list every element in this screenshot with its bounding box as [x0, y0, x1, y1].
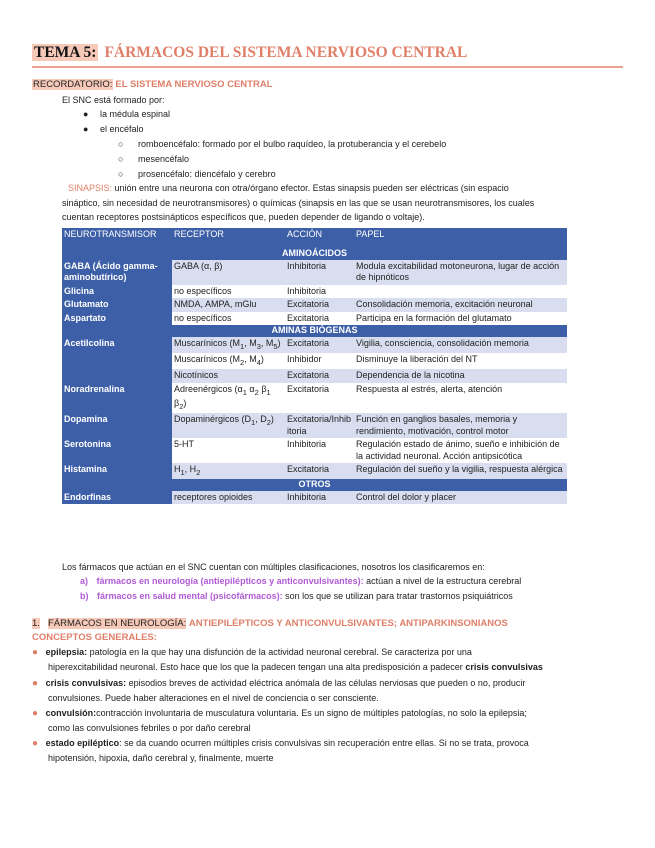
rec-nicotinicos: Nicotínicos: [172, 369, 285, 383]
acc-histamina: Excitatoria: [285, 463, 354, 479]
nt-serotonina: Serotonina: [62, 438, 172, 463]
conceptos-heading: CONCEPTOS GENERALES:: [32, 632, 157, 643]
clasif-b-letter: b): [80, 591, 89, 601]
term-crisis: crisis convulsivas:: [45, 678, 127, 688]
papel-glutamato: Consolidación memoria, excitación neuronal: [354, 298, 567, 312]
papel-acetil1: Vigilia, consciencia, consolidación memoria: [354, 337, 567, 353]
acc-endorfinas: Inhibitoria: [285, 491, 354, 505]
acc-gaba: Inhibitoria: [285, 260, 354, 285]
acc-glicina: Inhibitoria: [285, 285, 354, 299]
acc-noradrenalina: Excitatoria: [285, 383, 354, 414]
table-row: [62, 438, 567, 463]
bullet-dot: ●: [83, 109, 89, 119]
papel-acetil2: Disminuye la liberación del NT: [354, 353, 567, 369]
acc-acetil3: Excitatoria: [285, 369, 354, 383]
table-row: [62, 298, 567, 312]
table-row: [62, 413, 567, 438]
rec-gaba: GABA (α, β): [172, 260, 285, 285]
snc-item: la médula espinal: [100, 109, 171, 119]
table-row: [62, 463, 567, 479]
acc-acetil1: Excitatoria: [285, 337, 354, 353]
rec-serotonina: 5-HT: [172, 438, 285, 463]
crisis-bold: crisis convulsivas: [465, 662, 543, 672]
table-row: [62, 337, 567, 353]
clasif-a-letter: a): [80, 576, 89, 586]
clasif-a-label: fármacos en neurología (antiepilépticos y anticonvulsivantes):: [96, 576, 364, 586]
def-convulsion-2: como las convulsiones febriles o por daño cerebral: [48, 723, 251, 733]
sinapsis-line1: [68, 182, 509, 194]
bullet-circle: ○: [118, 154, 124, 164]
bullet-dot: ●: [32, 647, 39, 658]
def-crisis-1: episodios breves de actividad eléctrica anómala de las células nerviosas que pueden o no, producir: [128, 678, 526, 688]
nt-noradrenalina: Noradrenalina: [62, 383, 172, 414]
section1-title: ANTIEPILÉPTICOS Y ANTICONVULSIVANTES; ANTIPARKINSONIANOS: [188, 618, 508, 629]
rec-endorfinas: receptores opioides: [172, 491, 285, 505]
sinapsis-line2: sináptico, sin necesidad de neurotransmisores) o químicas (sinapsis en las que se usan neurotransmisores, los cuales: [62, 198, 535, 208]
acc-dopamina: Excitatoria/Inhibitoria: [285, 413, 354, 438]
term-estado: estado epiléptico: [45, 738, 120, 748]
term-convulsion: convulsión:: [45, 708, 97, 718]
clasif-b-text: son los que se utilizan para tratar trastornos psiquiátricos: [285, 591, 513, 601]
section-aminas: AMINAS BIÓGENAS: [62, 325, 567, 337]
def-epilepsia-2: hiperexcitabilidad neuronal. Esto hace que los que la padecen tengan una alta predisposición a padecer: [48, 662, 463, 672]
recordatorio-heading: [32, 79, 272, 90]
rec-aspartato: no específicos: [172, 312, 285, 326]
section1-heading: [32, 618, 508, 629]
page-title: [32, 44, 467, 62]
def-estado-2: hipotensión, hipoxia, daño cerebral y, finalmente, muerte: [48, 753, 274, 763]
concepto-crisis: [32, 677, 525, 690]
encefalo-item: romboencéfalo: formado por el bulbo raquídeo, la protuberancia y el cerebelo: [138, 139, 447, 149]
acc-aspartato: Excitatoria: [285, 312, 354, 326]
bullet-dot: ●: [32, 708, 39, 719]
recordatorio-title: EL SISTEMA NERVIOSO CENTRAL: [115, 79, 273, 90]
bullet-circle: ○: [118, 139, 124, 149]
section1-num: 1.: [32, 618, 40, 629]
rec-glicina: no específicos: [172, 285, 285, 299]
snc-item: el encéfalo: [100, 124, 144, 134]
papel-gaba: Modula excitabilidad motoneurona, lugar de acción de hipnóticos: [354, 260, 567, 285]
rec-histamina: $H_1$, $H_2$: [172, 463, 285, 479]
nt-histamina: Histamina: [62, 463, 172, 479]
table-header: ACCIÓN: [285, 228, 354, 248]
concepto-estado: [32, 737, 529, 750]
nt-dopamina: Dopamina: [62, 413, 172, 438]
tema-label: TEMA 5:: [34, 44, 97, 61]
table-header: PAPEL: [354, 228, 567, 248]
def-convulsion-1: contracción involuntaria de musculatura voluntaria. Es un signo de múltiples patologías, no solo la epilepsia;: [96, 708, 527, 718]
recordatorio-label: RECORDATORIO:: [33, 79, 113, 90]
concepto-epilepsia-l2: [48, 661, 543, 673]
def-estado-1: : se da cuando ocurren múltiples crisis convulsivas sin recuperación entre ellas. Si no se trata, provoca: [119, 738, 529, 748]
nt-acetilcolina: Acetilcolina: [62, 337, 172, 383]
clasif-b: [80, 590, 513, 602]
table-header-row: [62, 228, 567, 248]
papel-aspartato: Participa en la formación del glutamato: [354, 312, 567, 326]
papel-histamina: Regulación del sueño y la vigilia, respuesta alérgica: [354, 463, 567, 479]
nt-aspartato: Aspartato: [62, 312, 172, 326]
table-row: [62, 312, 567, 326]
acc-acetil2: Inhibidor: [285, 353, 354, 369]
rec-muscarinicos-2: Muscarínicos ($M_2$, $M_4$): [172, 353, 285, 369]
table-row: [62, 260, 567, 285]
clasif-b-label: fármacos en salud mental (psicofármacos):: [97, 591, 283, 601]
table-row: [62, 383, 567, 414]
table-row: [62, 491, 567, 505]
rec-adrenergicos: Adreenérgicos ($\alpha_1$ $\alpha_2$ $\beta_1$ $\beta_2$): [172, 383, 285, 414]
section1-label: FÁRMACOS EN NEUROLOGÍA:: [47, 618, 187, 629]
sinapsis-label: SINAPSIS:: [68, 183, 113, 193]
bullet-dot: ●: [32, 678, 39, 689]
sinapsis-text: unión entre una neurona con otra/órgano efector. Estas sinapsis pueden ser eléctricas (sin espacio: [114, 183, 509, 193]
bullet-dot: ●: [32, 738, 39, 749]
papel-noradrenalina: Respuesta al estrés, alerta, atención: [354, 383, 567, 414]
bullet-dot: ●: [83, 124, 89, 134]
clasif-a-text: actúan a nivel de la estructura cerebral: [366, 576, 522, 586]
acc-glutamato: Excitatoria: [285, 298, 354, 312]
table-header: NEUROTRANSMISOR: [62, 228, 172, 248]
snc-intro: El SNC está formado por:: [62, 95, 165, 105]
acc-serotonina: Inhibitoria: [285, 438, 354, 463]
clasif-a: [80, 575, 521, 587]
nt-glutamato: Glutamato: [62, 298, 172, 312]
title-divider: [32, 66, 623, 68]
concepto-convulsion: [32, 707, 527, 720]
tema-name: FÁRMACOS DEL SISTEMA NERVIOSO CENTRAL: [104, 44, 468, 61]
papel-serotonina: Regulación estado de ánimo, sueño e inhibición de la actividad neuronal. Acción antipsicótica: [354, 438, 567, 463]
papel-endorfinas: Control del dolor y placer: [354, 491, 567, 505]
def-epilepsia-1: patología en la que hay una disfunción de la actividad neuronal cerebral. Se caracteriza por una: [89, 647, 472, 657]
section-otros: OTROS: [62, 479, 567, 491]
sinapsis-line3: cuentan receptores postsinápticos específicos que, pueden depender de ligando o voltaje).: [62, 212, 425, 222]
table-row: [62, 285, 567, 299]
nt-gaba: GABA (Ácido gamma-aminobutírico): [62, 260, 172, 285]
nt-endorfinas: Endorfinas: [62, 491, 172, 505]
table-header: RECEPTOR: [172, 228, 285, 248]
encefalo-item: mesencéfalo: [138, 154, 190, 164]
encefalo-item: prosencéfalo: diencéfalo y cerebro: [138, 169, 276, 179]
rec-muscarinicos-1: Muscarínicos ($M_1$, $M_3$, $M_5$): [172, 337, 285, 353]
neurotransmisor-table: [62, 228, 567, 504]
papel-dopamina: Función en ganglios basales, memoria y rendimiento, motivación, control motor: [354, 413, 567, 438]
rec-glutamato: NMDA, AMPA, mGlu: [172, 298, 285, 312]
concepto-epilepsia: [32, 646, 472, 659]
papel-glicina: [354, 285, 567, 299]
papel-acetil3: Dependencia de la nicotina: [354, 369, 567, 383]
section-aminoacidos: AMINOÁCIDOS: [62, 248, 567, 260]
clasif-intro: Los fármacos que actúan en el SNC cuentan con múltiples clasificaciones, nosotros los clasificaremos en:: [62, 562, 485, 572]
bullet-circle: ○: [118, 169, 124, 179]
term-epilepsia: epilepsia:: [45, 647, 88, 657]
nt-glicina: Glicina: [62, 285, 172, 299]
def-crisis-2: convulsiones. Puede haber alteraciones en el nivel de conciencia o ser consciente.: [48, 693, 379, 703]
rec-dopaminergicos: Dopaminérgicos ($D_1$, $D_2$): [172, 413, 285, 438]
